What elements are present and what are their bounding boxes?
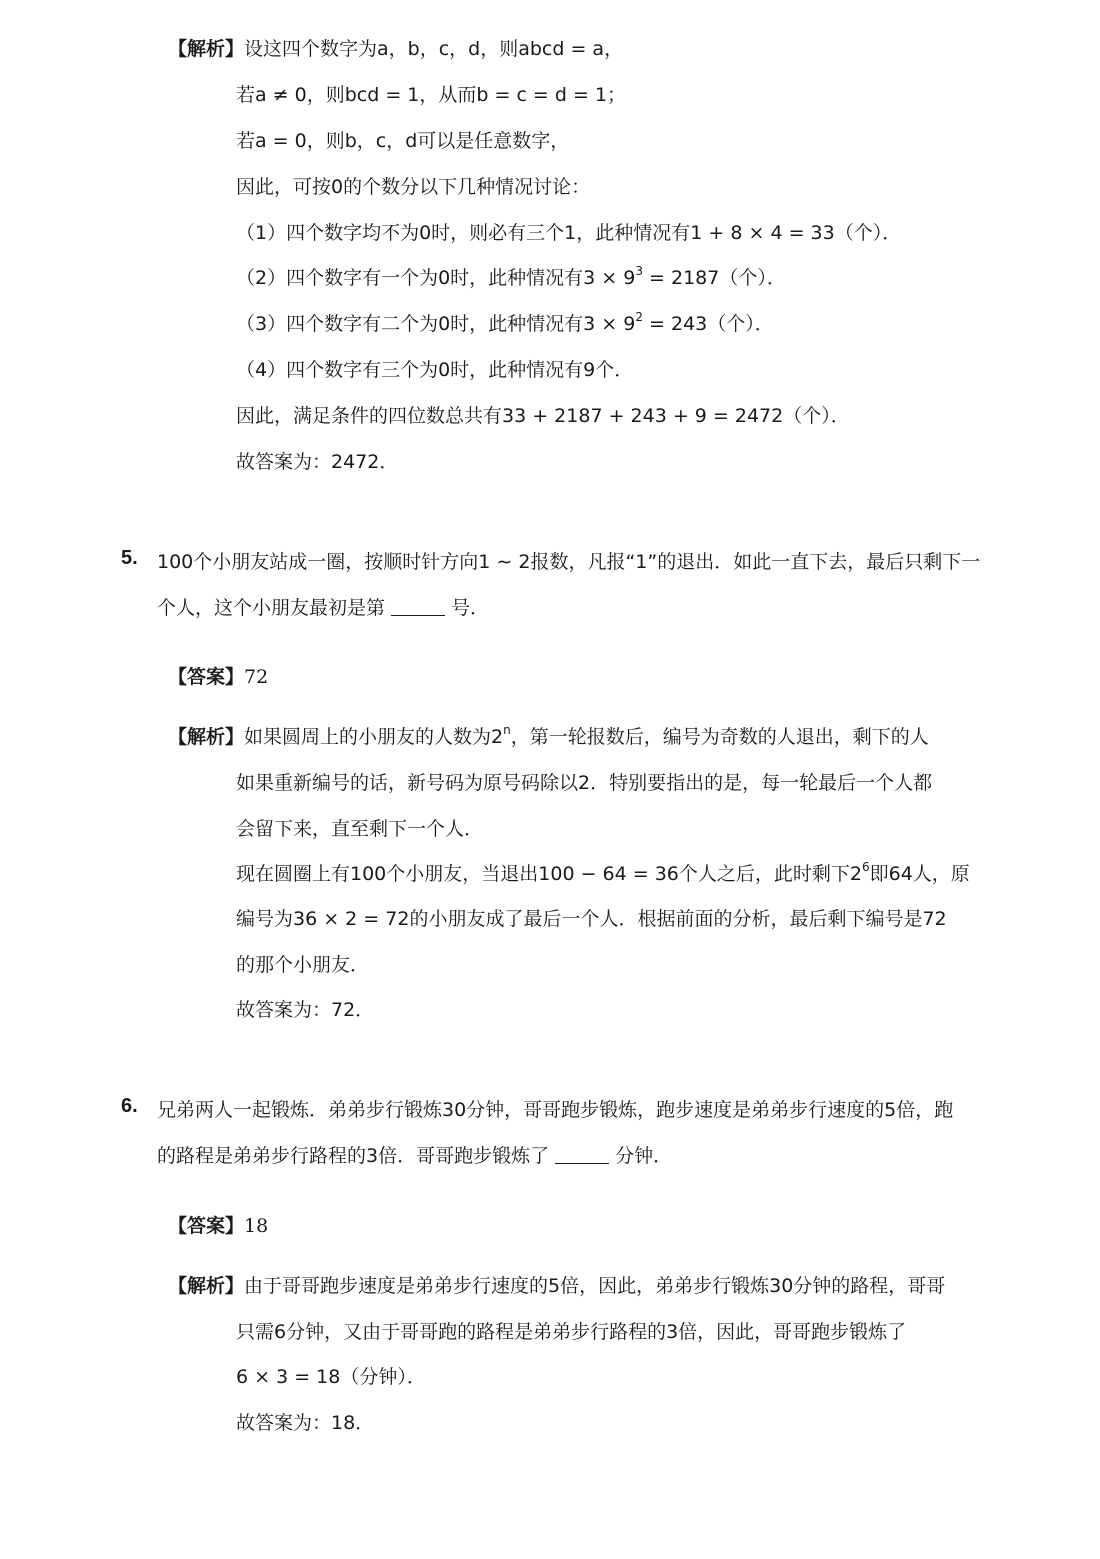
q4-analysis-line: 因此，可按0的个数分以下几种情况讨论： xyxy=(236,176,591,198)
question-text: 的路程是弟弟步行路程的3倍．哥哥跑步锻炼了 分钟． xyxy=(157,1145,673,1167)
analysis-line: 现在圆圈上有100个小朋友，当退出100 − 64 = 36个人之后，此时剩下$2^6$即64人，原 xyxy=(236,860,970,885)
question-text: 兄弟两人一起锻炼．弟弟步行锻炼30分钟，哥哥跑步锻炼，跑步速度是弟弟步行速度的5倍，跑 xyxy=(157,1099,954,1121)
analysis-line: 编号为36 × 2 = 72的小朋友成了最后一个人．根据前面的分析，最后剩下编号是72 xyxy=(236,908,947,930)
analysis-line: 的那个小朋友． xyxy=(236,954,370,976)
q4-conclusion: 故答案为：2472． xyxy=(236,451,399,473)
q4-analysis-line: 若a = 0，则b，c，d可以是任意数字， xyxy=(236,130,570,152)
question-number: 6. xyxy=(121,1095,138,1117)
answer xyxy=(168,1211,268,1238)
question-number: 5. xyxy=(121,547,138,569)
q4-analysis-label: 【解析】 xyxy=(168,38,245,60)
q4-case-2: （2）四个数字有一个为0时，此种情况有$3 \times 9^3 = 2187$（个）． xyxy=(236,264,786,289)
q4-analysis-line: 若a ≠ 0，则bcd = 1，从而b = c = d = 1； xyxy=(236,84,627,106)
analysis-label: 【解析】 xyxy=(168,1275,245,1297)
analysis-line: 【解析】由于哥哥跑步速度是弟弟步行速度的5倍，因此，弟弟步行锻炼30分钟的路程，哥哥 xyxy=(168,1275,946,1297)
conclusion: 故答案为：72． xyxy=(236,999,375,1021)
analysis-line: 【解析】如果圆周上的小朋友的人数为2$^n$，第一轮报数后，编号为奇数的人退出，剩下的人 xyxy=(168,723,929,748)
q4-case-1: （1）四个数字均不为0时，则必有三个1，此种情况有1 + 8 × 4 = 33（个）． xyxy=(236,222,902,244)
answer-value: 72 xyxy=(244,666,269,688)
answer-label: 【答案】 xyxy=(168,1215,245,1237)
answer-value: 18 xyxy=(244,1215,269,1237)
analysis-line: 只需6分钟，又由于哥哥跑的路程是弟弟步行路程的3倍，因此，哥哥跑步锻炼了 xyxy=(236,1321,907,1343)
answer-blank xyxy=(391,597,445,616)
analysis-line: 6 × 3 = 18（分钟）． xyxy=(236,1366,426,1388)
analysis-label: 【解析】 xyxy=(168,726,245,748)
analysis-line: 如果重新编号的话，新号码为原号码除以2．特别要指出的是，每一轮最后一个人都 xyxy=(236,772,933,794)
question-text: 100个小朋友站成一圈，按顺时针方向1 ∼ 2报数，凡报“1”的退出．如此一直下去，最后只剩下一 xyxy=(157,551,981,573)
conclusion: 故答案为：18． xyxy=(236,1412,375,1434)
answer xyxy=(168,662,268,689)
q4-case-4: （4）四个数字有三个为0时，此种情况有9个． xyxy=(236,359,634,381)
answer-blank xyxy=(555,1145,609,1164)
answer-label: 【答案】 xyxy=(168,666,245,688)
q4-case-3: （3）四个数字有二个为0时，此种情况有$3 \times 9^2 = 243$（个）． xyxy=(236,310,774,335)
q4-total: 因此，满足条件的四位数总共有33 + 2187 + 243 + 9 = 2472（个）． xyxy=(236,405,850,427)
q4-analysis-line: 设这四个数字为a，b，c，d，则abcd = a， xyxy=(244,38,624,60)
analysis-line: 会留下来，直至剩下一个人． xyxy=(236,818,484,840)
question-text: 个人，这个小朋友最初是第 号． xyxy=(157,597,490,619)
